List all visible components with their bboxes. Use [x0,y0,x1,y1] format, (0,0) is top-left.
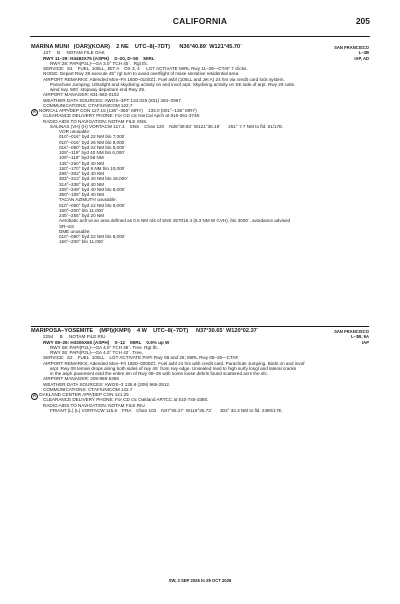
radar-service-icon: R [31,109,38,116]
state-title: CALIFORNIA [172,16,228,26]
vor-restriction: 010°–080° byd 22 NM blo 8,000´ [59,234,126,239]
vor-restriction: SR–SS [59,223,75,229]
airport-identifier-line: MARIPOSA–YOSEMITE (MPI)(KMPI) 4 W UTC–8(–7DT) N37°30.65´ W120°02.37´ [31,328,259,334]
low-chart-label: L–3B [358,50,369,56]
low-chart-label: L–3B, 9A [351,334,369,340]
vor-restriction: 150°–170° byd 8 NM blo 10,000´ [59,165,126,171]
vor-restriction: 150°–200° blo 11,000´ [59,239,105,245]
vor-restriction: 245°–255° byd 20 NM [59,213,105,218]
remarks-line: in the asph pavement extd the entire len of Rwy 08–26 with some loose debris found scattered acrs the sfc. [50,371,269,376]
vor-restriction: DME unusable: [59,228,91,234]
service-line: SERVICE: S2 FUEL 100LL LGT ACTIVATE PAPI Rwy 08 and 26; MIRL Rwy 08–26—CTAF. [43,355,240,361]
airport-entry-marina [31,45,369,245]
airport-entry-mariposa [31,326,369,413]
approach-control-text: NORCAL APP/DEP CON 127.15 (136°–360° MRY) 133.0 (001°–135° MRY) [39,108,197,113]
vor-restriction: 016°–080° byd 22 NM blo 8,000´ [59,144,126,150]
airport-manager-line: AIRPORT MANAGER: 209-966-5356 [43,376,119,382]
elevation-notam-line: 137 B NOTAM FILE OAK [43,50,105,56]
runway-end-line: RWY 26: PAPI(P2L)—GA 4.0° TCH 42´. Tree. [50,350,143,355]
clearance-line: CLEARANCE DELIVERY PHONE: For CD ctc Oakland ARTCC at 510-745-3380. [43,397,209,403]
procedures-label: IAP [362,339,369,345]
airport-identifier-line: MARINA MUNI (OAR)(KOAR) 2 NE UTC–8(–7DT) N36°40.89´ W121°45.70´ [31,44,242,50]
effective-dates-footer: SW, 3 SEP 2026 to 29 OCT 2026 [168,578,232,583]
vor-restriction: 010°–016° byd 22 NM blo 7,000´ [59,134,126,140]
procedures-label: IAP, AD [354,55,369,61]
remarks-line: arpt. Rwy 08 terrain drops along both sides of rwy 45´ from rwy edge. Unsealed med to high surfy longl and lateral cracks [50,365,297,371]
vor-restriction: 150°–200° blo 11,000´ [59,207,105,213]
weather-line: WEATHER DATA SOURCES: AWOS–3 135.6 (209) 966-2912. [43,381,171,387]
vor-restriction: 109°–119° byd 40 NM blo 6,000´ [59,150,126,155]
vor-restriction: 350°–108° byd 40 NM [59,192,105,197]
region-label: SAN FRANCISCO [334,45,369,50]
approach-control-text: OAKLAND CENTER APP/DEP CON 121.25 [39,392,129,397]
vor-restriction: 303°–313° byd 40 NM blo 18,000´ [59,176,129,182]
vor-restriction: 295°–302° byd 40 NM [59,171,105,176]
remarks-line: wind rwy. 500´ stopway departure end Rwy 29. [50,87,146,92]
navaids-line: RADIO AIDS TO NAVIGATION: NOTAM FILE RIU. [43,402,146,408]
vor-restriction: 339°–349° byd 40 NM blo 8,000´ [59,186,126,192]
vor-restriction: 010°–080° byd 22 NM blo 8,000´ [59,202,126,208]
communications-line: COMMUNICATIONS: CTAF/UNICOM 122.7 [43,102,133,108]
service-line: SERVICE: S4 FUEL 100LL, JET A OX 3, 4 LGT ACTIVATE MIRL Rwy 11–29—CTAF 7 clicks. [43,66,248,71]
vortac-line: SALINAS (VH) (H) VORTACW 117.3 SNS Chan 120 N36°39.83´ W121°36.19´ 261° 7.7 NM to fld. 81/17E. [50,123,284,129]
region-label: SAN FRANCISCO [334,329,369,334]
radar-service-icon: R [31,393,38,400]
remarks-line: Parachute Jumping. Ultralight and skydiving activity on and invof arpt. Skydiving activity on SE side of arpt. Rwy 29 calm [50,81,295,87]
vor-restriction: TACAN AZIMUTH unusable: [59,197,117,203]
weather-line: WEATHER DATA SOURCES: AWOS–3PT 134.025 (831) 384–2967. [43,97,183,103]
page-header [30,14,370,37]
vor-restriction: 314°–338° byd 40 NM [59,181,105,187]
elevation-notam-line: 2254 B NOTAM FILE RIU [43,334,106,340]
navaids-line: RADIO AIDS TO NAVIGATION: NOTAM FILE SNS. [43,118,148,124]
remarks-line: AIRPORT REMARKS: Attended Mon–Fri 1600–0000Z‡. Fuel avbl 24 hrs with credit card. Parachute Jumping. Birds on and invof [43,360,305,366]
runway-line: RWY 08–26: H3305X60 (ASPH) S–12 MIRL 0.9% up W [43,339,170,345]
airport-manager-line: AIRPORT MANAGER: 831-582-0102 [43,92,119,98]
page-number: 205 [355,16,370,26]
communications-line: COMMUNICATIONS: CTAF/UNICOM 122.7 [43,386,133,392]
runway-end-line: RWY 08: PAPI(P2L)—GA 4.0° TCH 36´. Tree. Rgt tfc. [50,344,159,350]
vor-restriction: 109°–119° byd 58 NM [59,155,104,161]
clearance-line: CLEARANCE DELIVERY PHONE: For CD ctc NorCal Apch at 916-361-3748. [43,113,201,119]
remarks-line: AIRPORT REMARKS: Attended Mon–Fri 1600–0100Z‡. Fuel avbl (100LL and Jet A) 24 hrs via credit card lock system. [43,76,285,82]
vortac-line: FRIANT (L) (L) VORTACW 115.6 FRA Chan 103 N37°06.27´ W119°35.73´ 302° 32.3 NM to fld. 2380/17E. [50,407,283,413]
runway-line: RWY 11–29: H3483X75 (ASPH) S–20, D–50 MIRL [43,55,155,61]
vor-restriction: 135°–250° byd 40 NM [59,160,105,166]
runway-end-line: RWY 29: PAPI(P2L)—GA 3.0° TCH 45´. Rgt tfc. [50,60,149,66]
vor-restriction: VOR unusable: [59,129,91,134]
vor-restriction: 010°–016° byd 26 NM blo 8,000´ [59,139,126,145]
vor-restriction: Aerobatic acft wi an area defined as 0.5 NM rds of SNS 357016.4 (5.3 NM W CVH), blo 3000´, avoidance advised [59,218,291,224]
noise-line: NOISE: Depart Rwy 29 execute 45° rgt turn to avoid overflight of noise sensitive residential area. [43,71,240,77]
